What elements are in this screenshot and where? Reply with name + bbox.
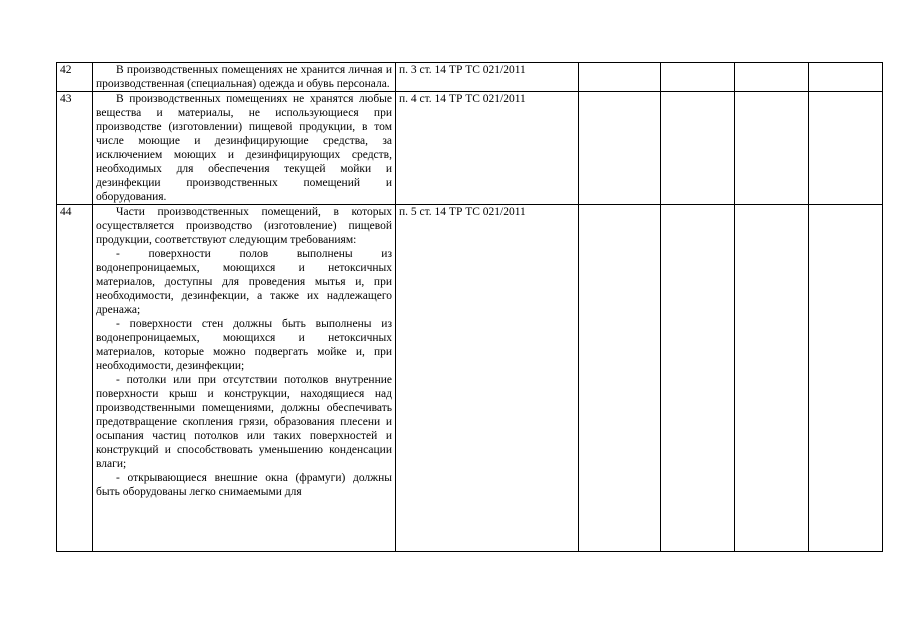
row-number: 43 — [57, 92, 93, 205]
requirement-item: - поверхности стен должны быть выполнены из водонепроницаемых, моющихся и нетоксичных материалов, которые можно подвергать мойке и, при необходимости, дезинфекции; — [96, 318, 392, 372]
legal-reference: п. 5 ст. 14 ТР ТС 021/2011 — [396, 205, 579, 552]
empty-cell — [735, 63, 809, 92]
empty-cell — [809, 63, 883, 92]
empty-cell — [579, 205, 661, 552]
legal-reference: п. 4 ст. 14 ТР ТС 021/2011 — [396, 92, 579, 205]
checklist-table — [56, 62, 883, 552]
row-number: 44 — [57, 205, 93, 552]
empty-cell — [661, 63, 735, 92]
empty-cell — [579, 92, 661, 205]
requirement-cell — [93, 63, 396, 92]
empty-cell — [579, 63, 661, 92]
empty-cell — [809, 92, 883, 205]
requirement-item: - потолки или при отсутствии потолков внутренние поверхности крыш и конструкции, находящиеся над производственными помещениями, должны обеспечивать предотвращение скопления грязи, образования плесени и осыпания частиц потолков или таких поверхностей и конструкций и способствовать уменьшению конденсации влаги; — [96, 374, 392, 470]
empty-cell — [809, 205, 883, 552]
requirement-text: В производственных помещениях не хранится личная и производственная (специальная) одежда и обувь персонала. — [96, 64, 392, 90]
requirement-content — [96, 205, 392, 551]
requirement-cell — [93, 205, 396, 552]
empty-cell — [661, 92, 735, 205]
requirement-text: Части производственных помещений, в которых осуществляется производство (изготовление) пищевой продукции, соответствуют следующим требованиям: — [96, 206, 392, 246]
empty-cell — [735, 205, 809, 552]
table-row — [57, 92, 883, 205]
requirement-item: - открывающиеся внешние окна (фрамуги) должны быть оборудованы легко снимаемыми для — [96, 472, 392, 498]
legal-reference: п. 3 ст. 14 ТР ТС 021/2011 — [396, 63, 579, 92]
empty-cell — [661, 205, 735, 552]
requirement-item: - поверхности полов выполнены из водонепроницаемых, моющихся и нетоксичных материалов, доступны для проведения мытья и, при необходимости, дезинфекции, а также их надлежащего дренажа; — [96, 248, 392, 316]
empty-cell — [735, 92, 809, 205]
table-row — [57, 63, 883, 92]
row-number: 42 — [57, 63, 93, 92]
requirement-cell — [93, 92, 396, 205]
requirement-text: В производственных помещениях не хранятся любые вещества и материалы, не использующиеся при производстве (изготовлении) пищевой продукции, в том числе моющие и дезинфицирующие средства, за исключением моющих и дезинфицирующих средств, необходимых для обеспечения текущей мойки и дезинфекции производственных помещений и оборудования. — [96, 93, 392, 203]
table-row — [57, 205, 883, 552]
